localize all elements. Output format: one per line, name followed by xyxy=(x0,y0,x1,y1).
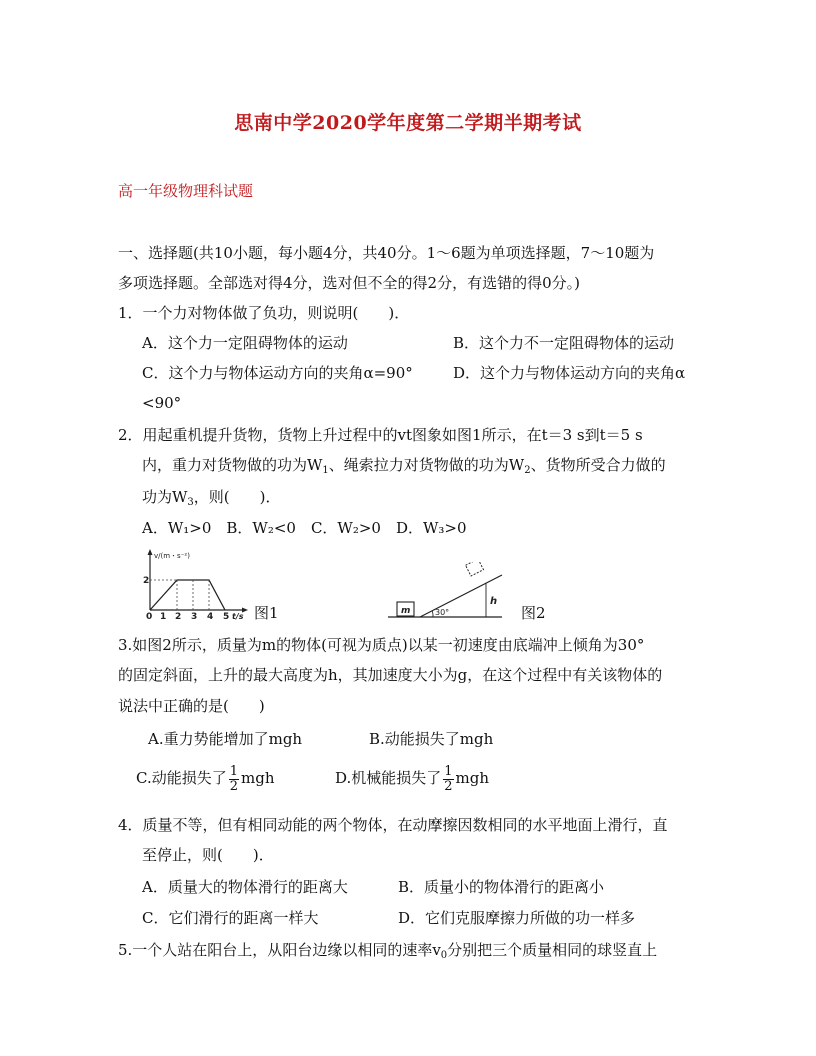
q4-option-d: D．它们克服摩擦力所做的功一样多 xyxy=(398,909,636,927)
q2-sub1: 1 xyxy=(322,465,329,476)
fig2-block-label: m xyxy=(401,606,411,616)
page-subtitle: 高一年级物理科试题 xyxy=(118,182,254,200)
section-instructions-line1: 一、选择题(共10小题，每小题4分，共40分。1～6题为单项选择题，7～10题为 xyxy=(118,244,655,262)
q4-line1: 4．质量不等，但有相同动能的两个物体，在动摩擦因数相同的水平地面上滑行，直 xyxy=(118,816,668,834)
fig1-ylabel: v/(m・s⁻²) xyxy=(154,552,190,560)
q5-line1-b: 分别把三个质量相同的球竖直上 xyxy=(447,941,658,959)
q2-line3-a: 功为W xyxy=(142,488,188,506)
q5-line1 xyxy=(118,940,657,960)
q1-option-c: C．这个力与物体运动方向的夹角α=90° xyxy=(142,364,413,382)
fig1-caption: 图1 xyxy=(254,604,279,622)
q4-line2: 至停止，则( )． xyxy=(142,846,274,864)
fig2-dashed-block xyxy=(466,562,484,576)
fig1-tick-x4: 4 xyxy=(207,612,214,620)
q3-option-d xyxy=(335,760,489,796)
fig2-angle-label: 30° xyxy=(435,608,450,617)
q3-line1: 3.如图2所示，质量为m的物体(可视为质点)以某一初速度由底端冲上倾角为30° xyxy=(118,636,645,654)
q2-line1: 2．用起重机提升货物，货物上升过程中的vt图象如图1所示，在t＝3 s到t＝5 s xyxy=(118,426,643,444)
q2-line3-b: ，则( )． xyxy=(193,488,281,506)
fig2-height-label: h xyxy=(490,596,498,607)
q2-line2-a: 内，重力对货物做的功为W xyxy=(142,456,323,474)
fig1-xlabel: t/s xyxy=(232,612,244,620)
q3-option-c xyxy=(136,760,275,796)
fig1-tick-x2: 2 xyxy=(175,612,182,620)
q3-line3: 说法中正确的是( ) xyxy=(118,697,265,715)
q2-sub3: 3 xyxy=(187,497,194,508)
figure2-incline xyxy=(388,562,518,620)
q3-d-fraction xyxy=(443,765,453,794)
q5-sub0: 0 xyxy=(440,950,448,961)
q3-option-b: B.动能损失了mgh xyxy=(369,730,494,748)
q2-line3 xyxy=(142,487,281,507)
q1-option-d: D．这个力与物体运动方向的夹角α xyxy=(453,364,686,382)
q3-c-post: mgh xyxy=(241,769,275,787)
section-instructions-line2: 多项选择题。全部选对得4分，选对但不全的得2分，有选错的得0分。) xyxy=(118,274,580,292)
q1-option-a: A．这个力一定阻碍物体的运动 xyxy=(142,334,348,352)
fig1-tick-y2: 2 xyxy=(143,576,150,586)
q1-option-d-continued: <90° xyxy=(142,394,182,412)
fig1-tick-x5: 5 xyxy=(223,612,230,620)
q4-option-b: B．质量小的物体滑行的距离小 xyxy=(398,878,605,896)
page-title: 思南中学2020学年度第二学期半期考试 xyxy=(234,112,582,134)
q1-stem: 1．一个力对物体做了负功，则说明( )． xyxy=(118,304,410,322)
fig2-caption: 图2 xyxy=(521,604,546,622)
q3-d-frac-den: 2 xyxy=(444,778,453,794)
fig1-tick-x3: 3 xyxy=(191,612,198,620)
q3-c-fraction xyxy=(229,765,239,794)
q2-line2-b: 、绳索拉力对货物做的功为W xyxy=(328,456,525,474)
q2-line2 xyxy=(142,455,666,475)
q2-options: A．W₁>0 B．W₂<0 C．W₂>0 D．W₃>0 xyxy=(142,519,467,537)
q4-option-c: C．它们滑行的距离一样大 xyxy=(142,909,319,927)
q3-d-post: mgh xyxy=(455,769,490,787)
fig1-y-arrow xyxy=(148,549,153,555)
q3-line2: 的固定斜面，上升的最大高度为h，其加速度大小为g，在这个过程中有关该物体的 xyxy=(118,666,663,684)
q4-option-a: A．质量大的物体滑行的距离大 xyxy=(142,878,348,896)
q3-c-pre: C.动能损失了 xyxy=(136,769,227,787)
fig1-tick-x0: 0 xyxy=(146,612,153,620)
q2-line2-c: 、货物所受合力做的 xyxy=(530,456,666,474)
q3-option-a: A.重力势能增加了mgh xyxy=(148,730,303,748)
fig1-velocity-line xyxy=(150,580,225,610)
fig2-angle-arc xyxy=(432,611,433,618)
q1-option-b: B．这个力不一定阻碍物体的运动 xyxy=(453,334,675,352)
q3-c-frac-den: 2 xyxy=(229,778,238,794)
q3-d-pre: D.机械能损失了 xyxy=(335,769,442,787)
q3-d-frac-num: 1 xyxy=(444,763,453,779)
fig1-tick-x1: 1 xyxy=(160,612,167,620)
q5-line1-a: 5.一个人站在阳台上，从阳台边缘以相同的速率v xyxy=(118,941,441,959)
figure1-vt-graph xyxy=(140,548,252,620)
q3-c-frac-num: 1 xyxy=(229,763,238,779)
q2-sub2: 2 xyxy=(524,465,531,476)
